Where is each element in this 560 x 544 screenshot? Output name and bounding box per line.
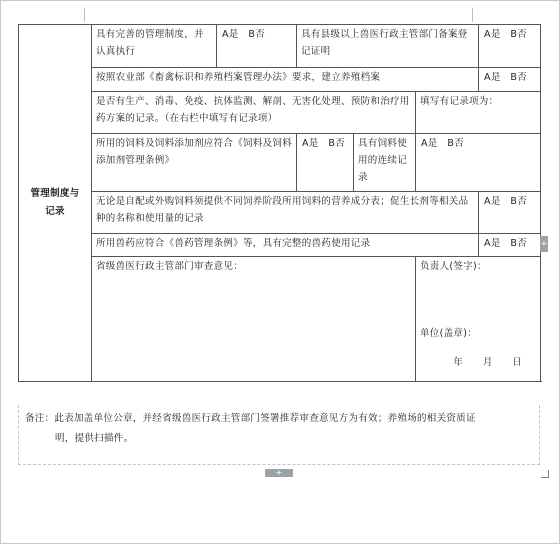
signature-area[interactable]	[416, 257, 541, 382]
yes-no-choice[interactable]: A是 B否	[416, 134, 541, 192]
remark-line: 明，提供扫描件。	[55, 433, 134, 444]
add-column-icon[interactable]: +	[540, 236, 548, 252]
item-text: 无论是自配或外购饲料须提供不同饲养阶段所用饲料的营养成分表；促生长剂等相关品种的名称和使用量的记录	[92, 192, 479, 234]
add-row-icon[interactable]: +	[265, 469, 293, 477]
record-fill-field[interactable]: 填写有记录项为：	[416, 92, 541, 134]
remark-note	[18, 405, 540, 465]
date-label: 年 月 日	[453, 357, 523, 368]
responsible-signature-label: 负责人(签字)：	[420, 261, 487, 272]
item-text: 具有饲料使用的连续记录	[354, 134, 416, 192]
yes-no-choice[interactable]: A是 B否	[479, 192, 541, 234]
yes-no-choice[interactable]: A是 B否	[217, 25, 297, 68]
yes-no-choice[interactable]: A是 B否	[479, 68, 541, 92]
margin-mark	[84, 8, 85, 22]
remark-line: 备注：此表加盖单位公章，并经省级兽医行政主管部门签署推荐审查意见方为有效；养殖场的相关资质证	[25, 413, 476, 424]
item-text: 具有县级以上兽医行政主管部门备案登记证明	[297, 25, 479, 68]
review-opinion-field[interactable]	[92, 257, 416, 382]
item-text: 所用兽药应符合《兽药管理条例》等，具有完整的兽药使用记录	[92, 234, 479, 257]
item-text: 具有完善的管理制度，并认真执行	[92, 25, 217, 68]
item-text: 是否有生产、消毒、免疫、抗体监测、解剖、无害化处理、预防和治疗用药方案的记录。（在右栏中填写有记录项）	[92, 92, 416, 134]
yes-no-choice[interactable]: A是 B否	[297, 134, 354, 192]
item-text: 按照农业部《畜禽标识和养殖档案管理办法》要求，建立养殖档案	[92, 68, 479, 92]
inspection-table	[18, 24, 541, 382]
yes-no-choice[interactable]: A是 B否	[479, 25, 541, 68]
category-label: 管理制度与 记录	[19, 25, 92, 382]
unit-stamp-label: 单位(盖章)：	[420, 328, 478, 339]
resize-handle-icon[interactable]	[541, 470, 549, 478]
yes-no-choice[interactable]: A是 B否	[479, 234, 541, 257]
item-text: 所用的饲料及饲料添加剂应符合《饲料及饲料添加剂管理条例》	[92, 134, 297, 192]
review-label: 省级兽医行政主管部门审查意见：	[96, 261, 244, 272]
margin-mark	[472, 8, 473, 22]
